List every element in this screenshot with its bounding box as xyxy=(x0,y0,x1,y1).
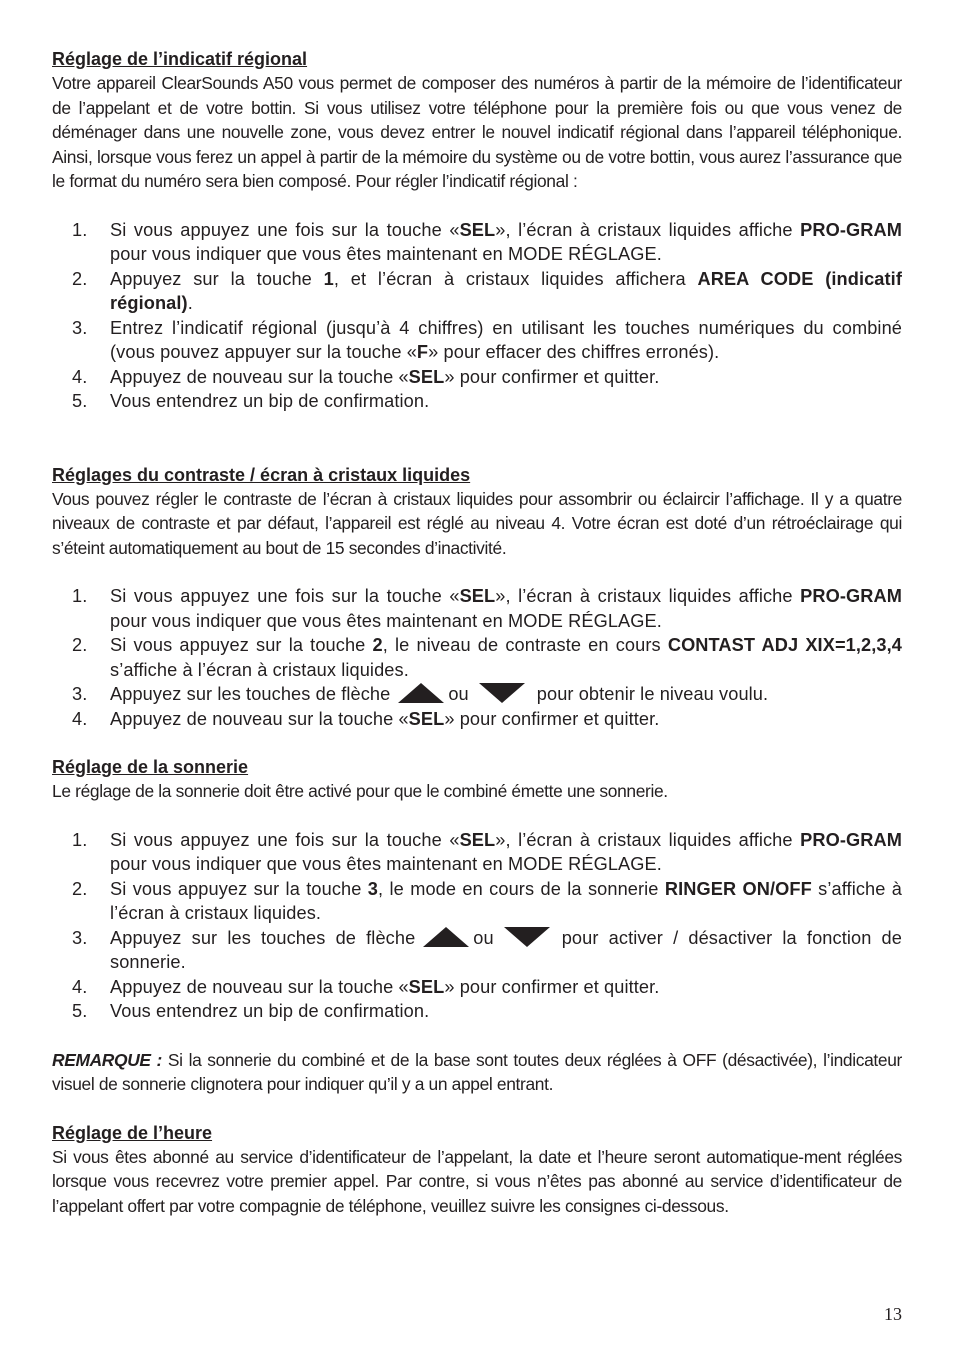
steps-ringer xyxy=(52,828,902,1024)
list-item: 4. Appuyez de nouveau sur la touche «SEL» pour confirmer et quitter. xyxy=(72,976,660,997)
list-item: 1. Si vous appuyez une fois sur la touche «SEL», l’écran à cristaux liquides affiche PRO-GRAM pour vous indiquer que vous êtes maintenant en MODE RÉGLAGE. xyxy=(72,829,902,874)
list-item: 2. Appuyez sur la touche 1, et l’écran à cristaux liquides affichera AREA CODE (indicatif régional). xyxy=(72,268,902,313)
section-intro-ringer: Le réglage de la sonnerie doit être activé pour que le combiné émette une sonnerie. xyxy=(52,781,668,801)
arrow-up-icon xyxy=(423,927,469,947)
note-text: Si la sonnerie du combiné et de la base sont toutes deux réglées à OFF (désactivée), l’indicateur visuel de sonnerie clignotera pour indiquer qu’il y a un appel entrant. xyxy=(52,1049,902,1094)
list-item: 5. Vous entendrez un bip de confirmation. xyxy=(72,1001,430,1021)
arrow-down-icon xyxy=(479,683,525,703)
page-number: 13 xyxy=(884,1304,902,1324)
list-item: 2. Si vous appuyez sur la touche 2, le niveau de contraste en cours CONTAST ADJ XIX=1,2,3,4 s’affiche à l’écran à cristaux liquides. xyxy=(72,635,902,680)
section-intro-area-code: Votre appareil ClearSounds A50 vous permet de composer des numéros à partir de la mémoire de l’identificateur de l’appelant et de votre bottin. Si vous utilisez votre téléphone pour la première fois ou que vous venez de déménager dans une nouvelle zone, vous devez entrer le nouvel indicatif régional dans l’appareil téléphonique. Ainsi, lorsque vous ferez un appel à partir de la mémoire du système ou de votre bottin, vous aurez l’assurance que le format du numéro sera bien composé. Pour régler l’indicatif régional : xyxy=(52,73,902,191)
steps-area-code xyxy=(52,218,902,414)
list-item: 4. Appuyez de nouveau sur la touche «SEL» pour confirmer et quitter. xyxy=(72,366,660,387)
section-title-contrast: Réglages du contraste / écran à cristaux liquides xyxy=(52,464,471,485)
section-title-time: Réglage de l’heure xyxy=(52,1122,213,1143)
section-intro-time: Si vous êtes abonné au service d’identificateur de l’appelant, la date et l’heure seront automatique-ment réglées lorsque vous recevrez votre premier appel. Par contre, si vous n’êtes pas abonné au service d’identificateur de l’appelant offert par votre compagnie de téléphone, veuillez suivre les consignes ci-dessous. xyxy=(52,1146,902,1216)
arrow-up-icon xyxy=(398,683,444,703)
list-item: 3. Appuyez sur les touches de flèche ou pour activer / désactiver la fonction de sonnerie. xyxy=(72,927,902,972)
section-title-ringer: Réglage de la sonnerie xyxy=(52,757,249,777)
list-item: 1. Si vous appuyez une fois sur la touche «SEL», l’écran à cristaux liquides affiche PRO-GRAM pour vous indiquer que vous êtes maintenant en MODE RÉGLAGE. xyxy=(72,586,902,631)
list-item: 1. Si vous appuyez une fois sur la touche «SEL», l’écran à cristaux liquides affiche PRO-GRAM pour vous indiquer que vous êtes maintenant en MODE RÉGLAGE. xyxy=(72,219,902,264)
list-item: 2. Si vous appuyez sur la touche 3, le mode en cours de la sonnerie RINGER ON/OFF s’affiche à l’écran à cristaux liquides. xyxy=(72,878,903,923)
list-item: 5. Vous entendrez un bip de confirmation. xyxy=(72,391,430,411)
list-item: 3. Entrez l’indicatif régional (jusqu’à 4 chiffres) en utilisant les touches numériques du combiné (vous pouvez appuyer sur la touche «F» pour effacer des chiffres erronés). xyxy=(72,317,902,362)
arrow-down-icon xyxy=(504,927,550,947)
document-page xyxy=(52,47,902,1218)
section-intro-contrast: Vous pouvez régler le contraste de l’écran à cristaux liquides pour assombrir ou éclaircir l’affichage. Il y a quatre niveaux de contraste et par défaut, l’appareil est réglé au niveau 4. Votre écran est doté d’un rétroéclairage qui s’éteint automatiquement au bout de 15 secondes d’inactivité. xyxy=(52,488,902,558)
steps-contrast xyxy=(52,584,902,731)
note-paragraph xyxy=(52,1048,902,1097)
list-item: 4. Appuyez de nouveau sur la touche «SEL» pour confirmer et quitter. xyxy=(72,708,660,729)
section-title-area-code: Réglage de l’indicatif régional xyxy=(52,49,308,69)
note-label: REMARQUE : xyxy=(52,1049,162,1070)
list-item: 3. Appuyez sur les touches de flèche ou pour obtenir le niveau voulu. xyxy=(72,684,769,704)
